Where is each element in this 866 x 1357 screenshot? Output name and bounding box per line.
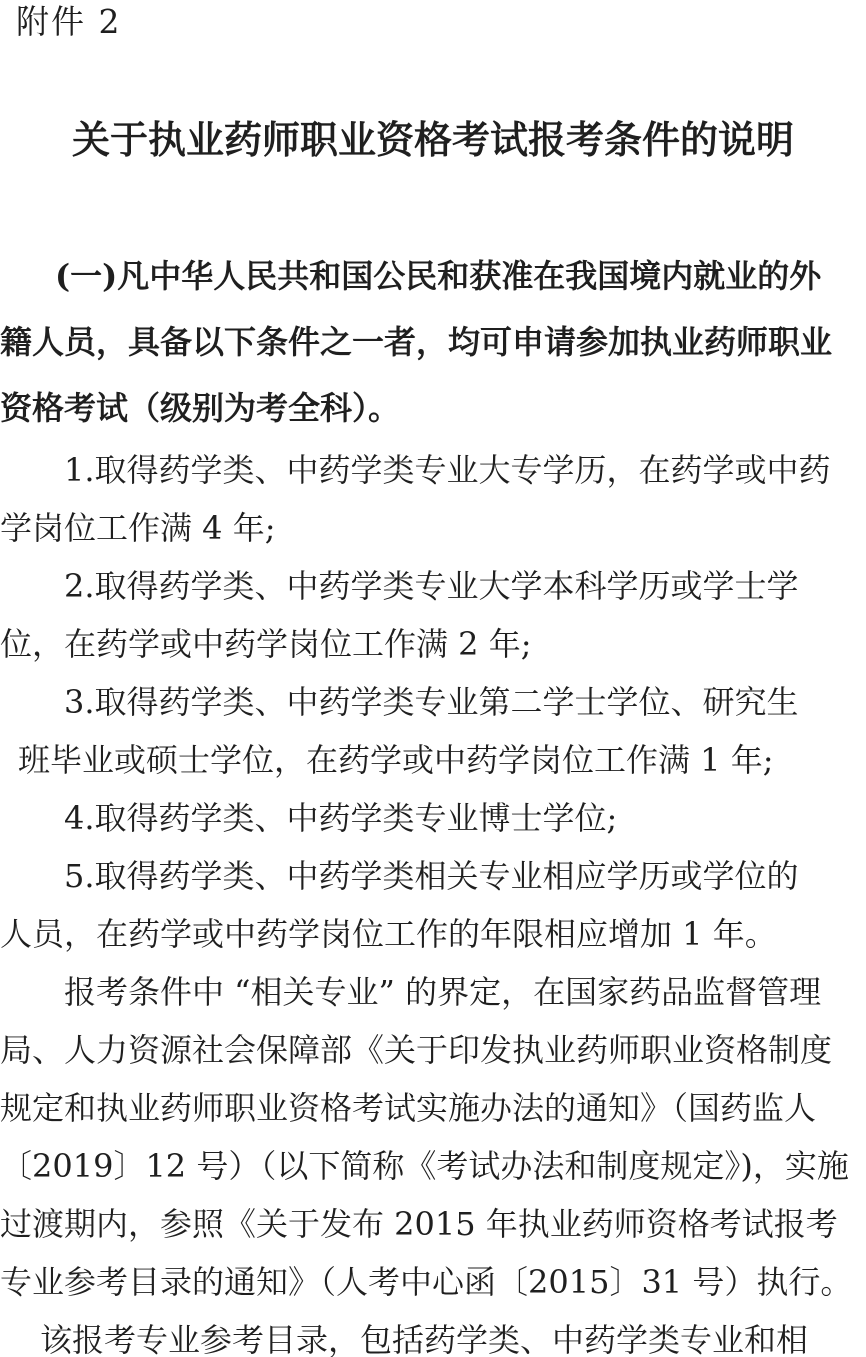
text-line: 班毕业或硕士学位，在药学或中药学岗位工作满 1 年;	[18, 741, 774, 779]
text-line: 3.取得药学类、中药学类专业第二学士学位、研究生	[64, 683, 799, 721]
text-line: 规定和执业药师职业资格考试实施办法的通知》（国药监人	[0, 1089, 817, 1127]
text-line: 4.取得药学类、中药学类专业博士学位;	[64, 799, 618, 837]
text-line: 资格考试（级别为考全科）。	[0, 389, 401, 427]
document-body	[0, 243, 866, 1357]
text-line: 该报考专业参考目录，包括药学类、中药学类专业和相	[40, 1321, 809, 1357]
text-line: (一)凡中华人民共和国公民和获准在我国境内就业的外	[55, 257, 822, 295]
document-title: 关于执业药师职业资格考试报考条件的说明	[71, 117, 794, 162]
text-line: 籍人员，具备以下条件之一者，均可申请参加执业药师职业	[0, 323, 833, 361]
text-line: 专业参考目录的通知》（人考中心函〔2015〕31 号）执行。	[0, 1263, 853, 1301]
attachment-label: 附件 2	[16, 2, 122, 41]
text-line: 5.取得药学类、中药学类相关专业相应学历或学位的	[64, 857, 799, 895]
text-line: 2.取得药学类、中药学类专业大学本科学历或学士学	[64, 567, 799, 605]
text-line: 位，在药学或中药学岗位工作满 2 年;	[0, 625, 532, 663]
text-line: 学岗位工作满 4 年;	[0, 509, 276, 547]
text-line: 报考条件中 “相关专业” 的界定，在国家药品监督管理	[64, 973, 822, 1011]
text-line: 局、人力资源社会保障部《关于印发执业药师职业资格制度	[0, 1031, 833, 1069]
text-line: 人员，在药学或中药学岗位工作的年限相应增加 1 年。	[0, 915, 777, 953]
text-line: 过渡期内，参照《关于发布 2015 年执业药师资格考试报考	[0, 1205, 838, 1243]
text-line: 1.取得药学类、中药学类专业大专学历，在药学或中药	[64, 451, 831, 489]
text-line: 〔2019〕12 号）（以下简称《考试办法和制度规定》)，实施	[0, 1147, 849, 1185]
